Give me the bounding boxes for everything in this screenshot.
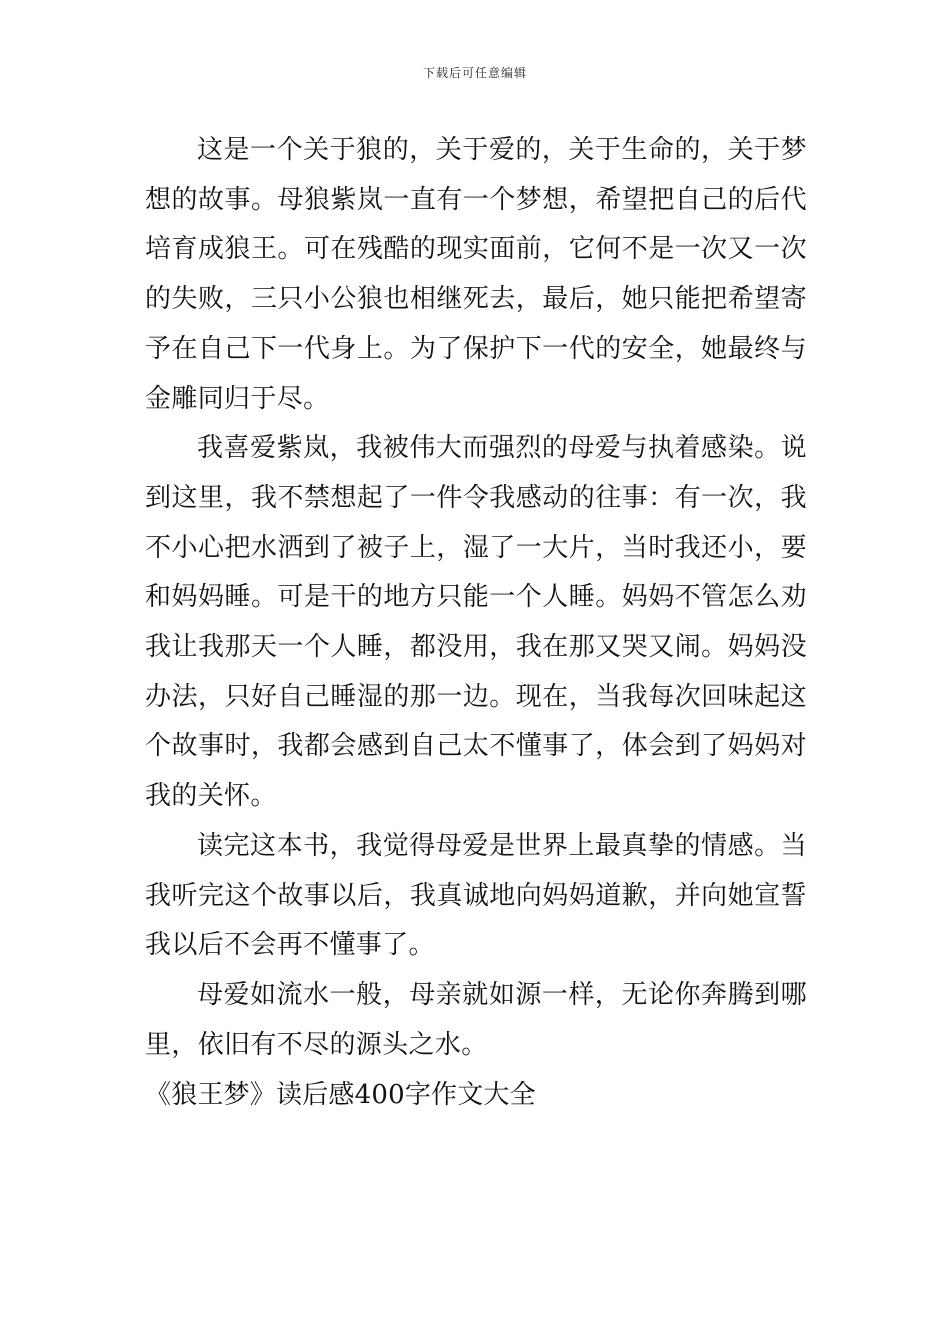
paragraph-2: 我喜爱紫岚，我被伟大而强烈的母爱与执着感染。说到这里，我不禁想起了一件令我感动的往事：有一次，我不小心把水洒到了被子上，湿了一大片，当时我还小，要和妈妈睡。可是干的地方只能一个人睡。妈妈不管怎么劝我让我那天一个人睡，都没用，我在那又哭又闹。妈妈没办法，只好自己睡湿的那一边。现在，当我每次回味起这个故事时，我都会感到自己太不懂事了，体会到了妈妈对我的关怀。 [145,433,807,812]
paragraph-4: 母爱如流水一般，母亲就如源一样，无论你奔腾到哪里，依旧有不尽的源头之水。 [145,979,807,1060]
page-header: 下载后可任意编辑 [422,66,527,80]
paragraph-3: 读完这本书，我觉得母爱是世界上最真挚的情感。当我听完这个故事以后，我真诚地向妈妈道歉，并向她宣誓我以后不会再不懂事了。 [145,830,807,961]
document-footer-title: 《狼王梦》读后感400字作文大全 [145,1080,536,1110]
paragraph-1: 这是一个关于狼的，关于爱的，关于生命的，关于梦想的故事。母狼紫岚一直有一个梦想，希望把自己的后代培育成狼王。可在残酷的现实面前，它何不是一次又一次的失败，三只小公狼也相继死去，最后，她只能把希望寄予在自己下一代身上。为了保护下一代的安全，她最终与金雕同归于尽。 [145,135,807,414]
document-body [145,126,807,1070]
